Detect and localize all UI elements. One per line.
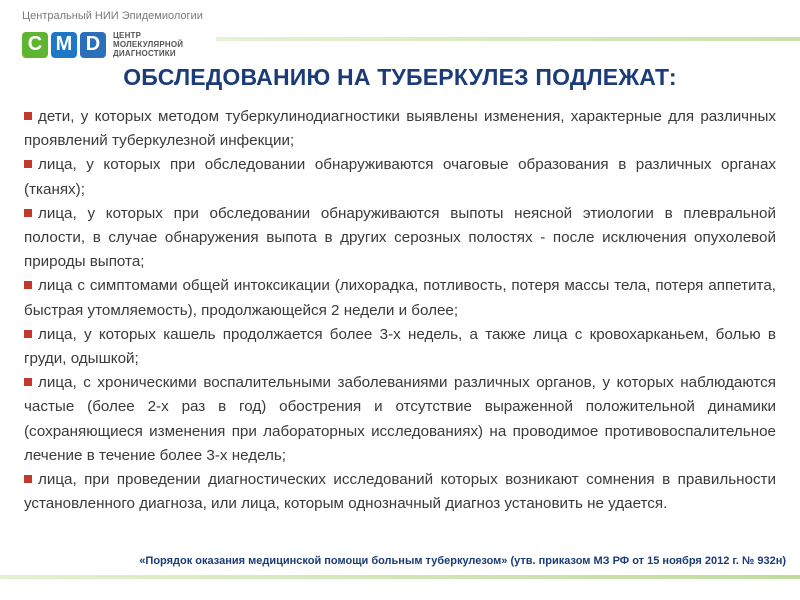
header-divider [216,37,800,41]
logo-caption-line: МОЛЕКУЛЯРНОЙ [113,40,184,49]
list-item-text: лица, при проведении диагностических исследований которых возникают сомнения в правильности установленного диагноза, или лица, которым однозначный диагноз установить не удается. [24,471,776,513]
list-item [24,371,776,468]
list-item-text: лица, у которых кашель продолжается более 3-х недель, а также лица с кровохарканьем, болью в груди, одышкой; [24,325,776,368]
organization-name: Центральный НИИ Эпидемиологии [22,10,203,22]
list-item [24,153,776,201]
square-bullet-icon [24,281,32,289]
criteria-list [24,105,776,516]
list-item [24,105,776,153]
list-item-text: лица, у которых при обследовании обнаруживаются выпоты неясной этиологии в плевральной полости, в случае обнаружения выпота в других серозных полостях - после исключения опухолевой природы выпота; [24,204,776,271]
square-bullet-icon [24,330,32,338]
list-item [24,202,776,275]
list-item-text: лица, у которых при обследовании обнаруживаются очаговые образования в различных органах (тканях); [24,156,776,198]
page-title: ОБСЛЕДОВАНИЮ НА ТУБЕРКУЛЕЗ ПОДЛЕЖАТ: [123,64,677,90]
logo-letter-m: M [51,32,77,58]
logo-letter-c: C [22,32,48,58]
list-item [24,274,776,322]
list-item-text: лица, с хроническими воспалительными заболеваниями различных органов, у которых наблюдаются частые (более 2-х раз в год) обострения и отсутствие выраженной положительной динамики (сохраняющиеся изменения при лабораторных исследованиях) на проводимое противовоспалительное лечение в течение более 3-х недель; [24,374,776,464]
logo-caption-line: ДИАГНОСТИКИ [113,49,176,58]
footer-divider [0,575,800,579]
cmd-logo [22,31,183,58]
logo-caption [113,31,183,58]
square-bullet-icon [24,160,32,168]
square-bullet-icon [24,112,32,120]
square-bullet-icon [24,209,32,217]
list-item-text: лица с симптомами общей интоксикации (лихорадка, потливость, потеря массы тела, потеря аппетита, быстрая утомляемость), продолжающейся 2 недели и более; [24,277,776,319]
logo-letter-d: D [80,32,106,58]
square-bullet-icon [24,378,32,386]
list-item [24,323,776,371]
logo-caption-line: ЦЕНТР [113,31,142,40]
list-item-text: дети, у которых методом туберкулинодиагностики выявлены изменения, характерные для различных проявлений туберкулезной инфекции; [24,108,776,150]
source-footnote: «Порядок оказания медицинской помощи больным туберкулезом» (утв. приказом МЗ РФ от 15 ноября 2012 г. № 932н) [139,555,786,567]
square-bullet-icon [24,475,32,483]
list-item [24,468,776,516]
